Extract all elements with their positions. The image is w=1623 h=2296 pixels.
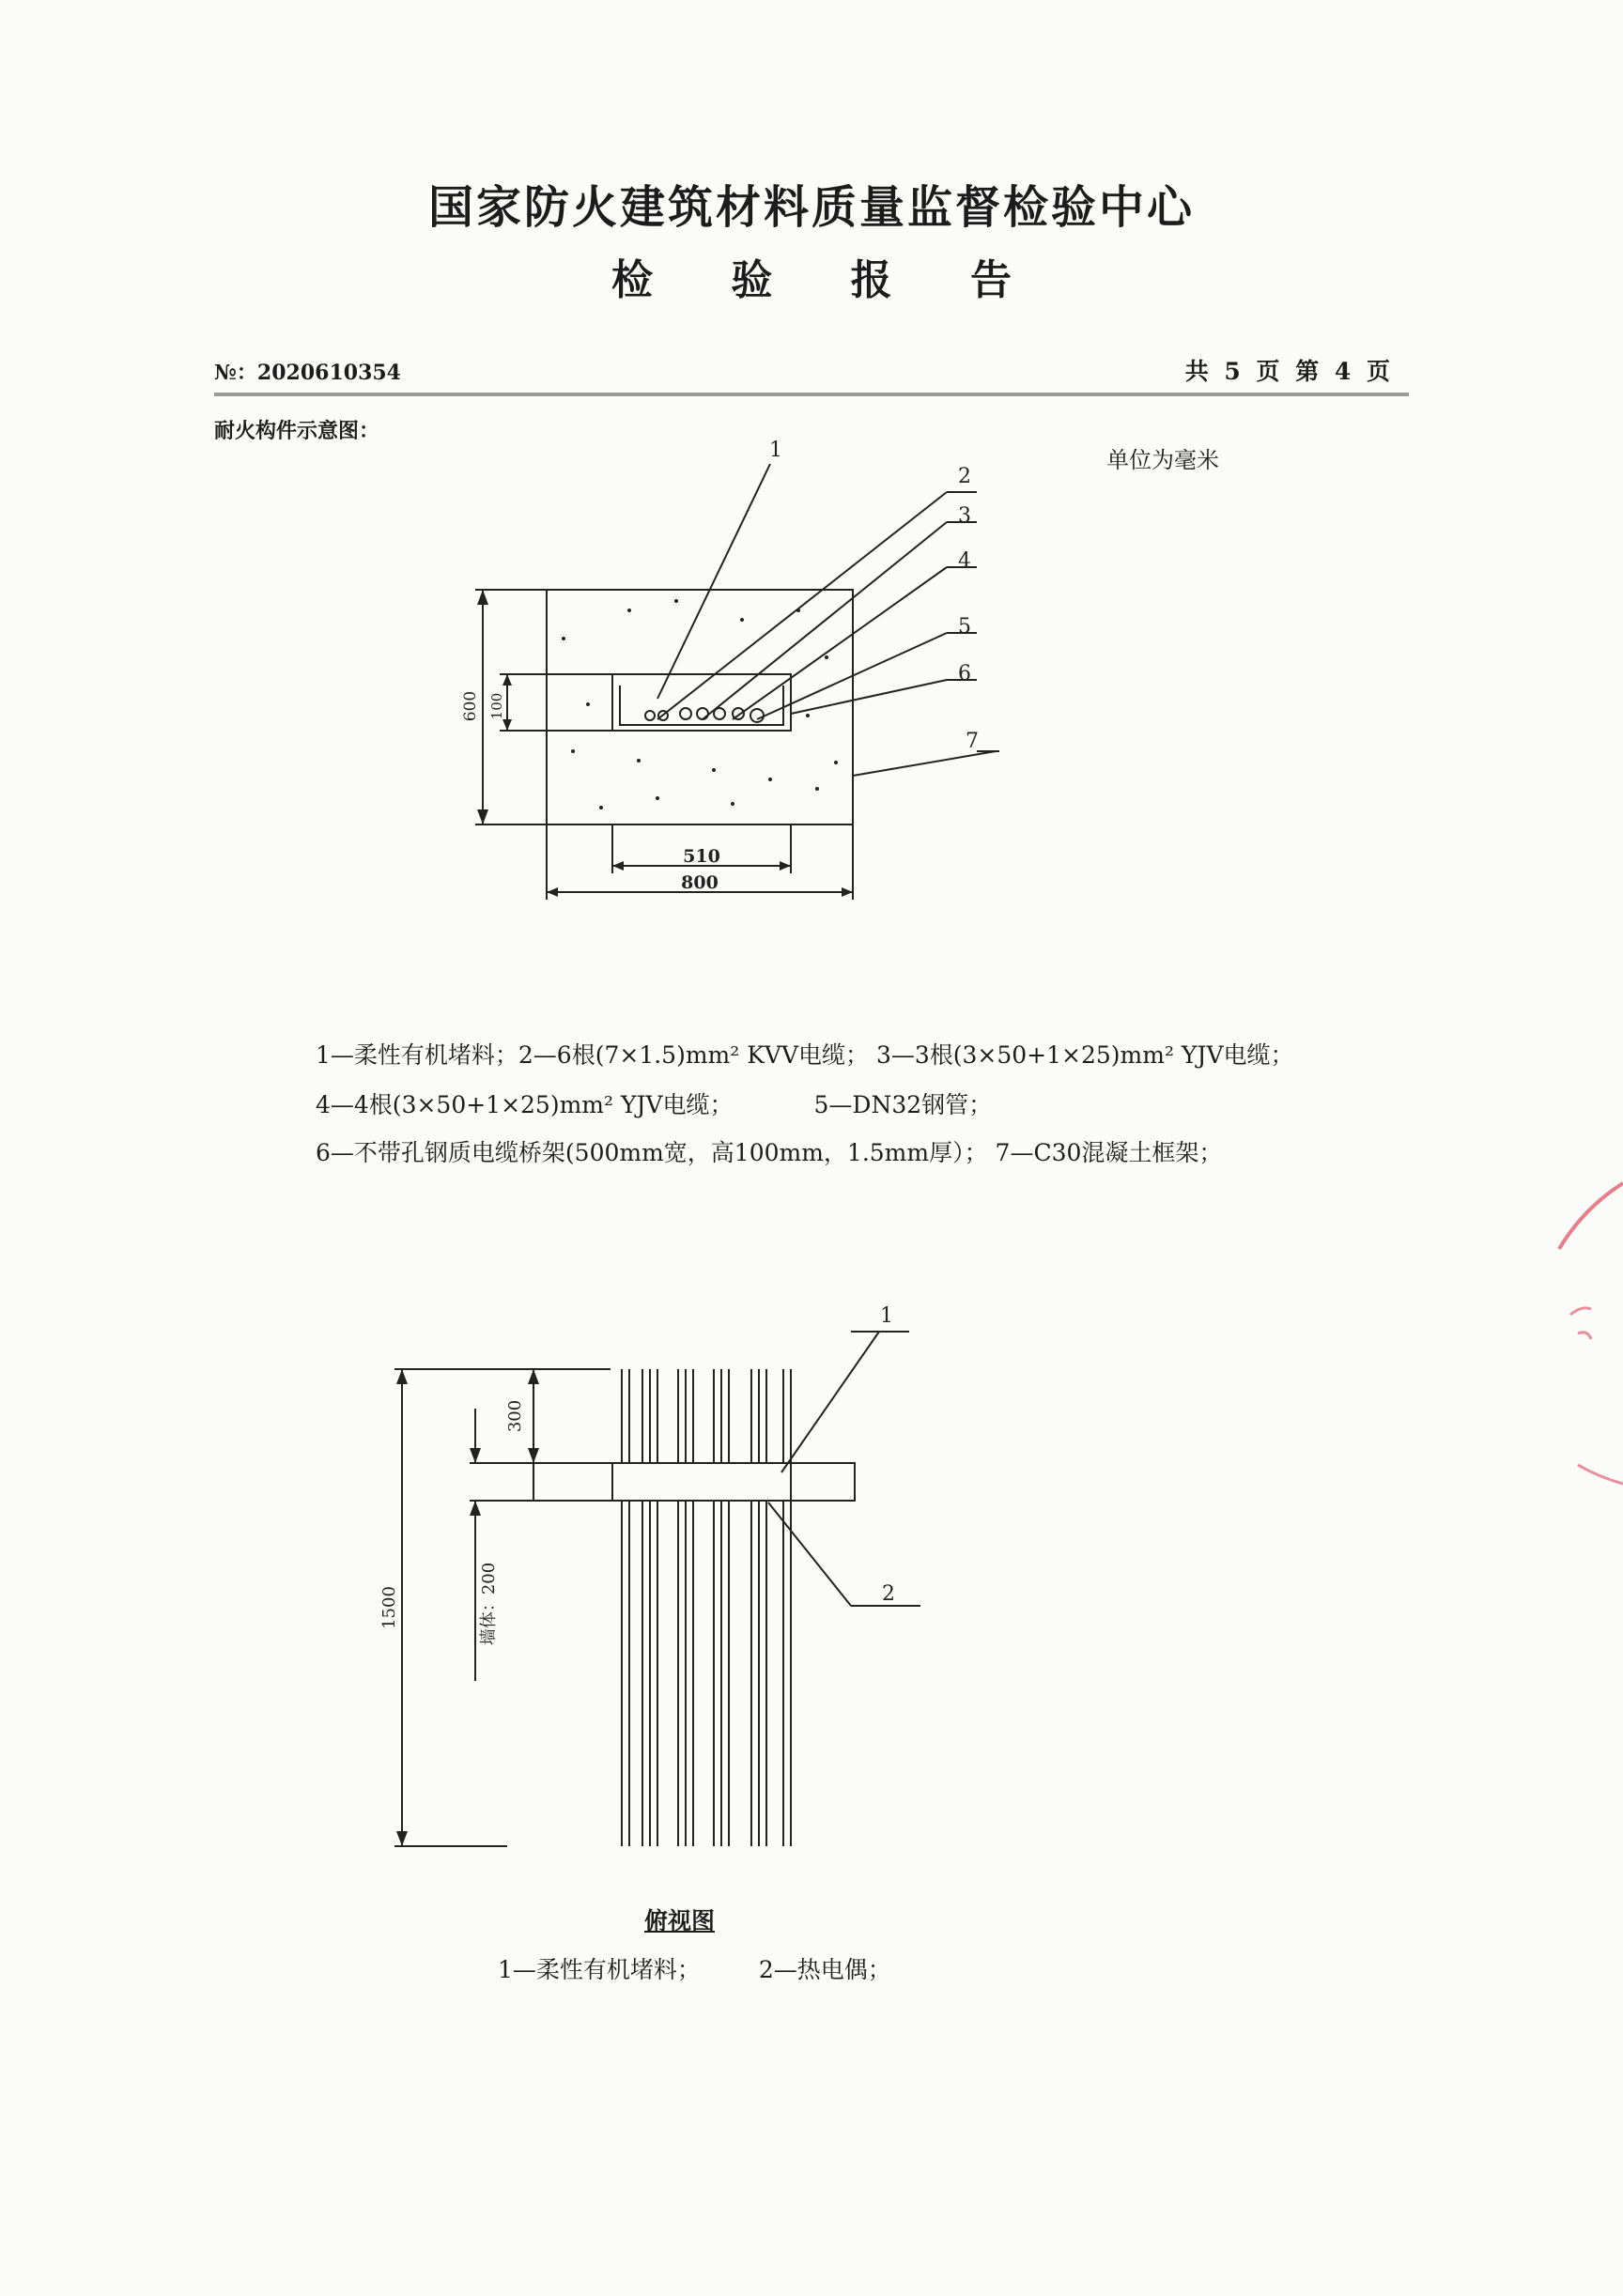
diagram-title: 耐火构件示意图： (214, 419, 380, 443)
top-view-legend (498, 1951, 891, 1985)
legend-line-3: 6—不带孔钢质电缆桥架(500mm宽，高100mm，1.5mm厚）； 7—C30混凝土框架； (316, 1139, 1223, 1166)
callout-2: 2 (958, 465, 971, 488)
callout-2: 2 (882, 1582, 895, 1606)
legend-line-1: 1—柔性有机堵料；2—6根(7×1.5)mm² KVV电缆； 3—3根(3×50+1×25)mm² YJV电缆； (316, 1041, 1294, 1069)
report-title: 检 验 报 告 (611, 256, 1043, 304)
legend-item-4: 4—4根(3×50+1×25)mm² YJV电缆； (316, 1091, 734, 1118)
dim-label-1500: 1500 (379, 1586, 399, 1629)
callout-1: 1 (769, 439, 782, 462)
org-title: 国家防火建筑材料质量监督检验中心 (427, 181, 1195, 234)
report-number: №：2020610354 (214, 361, 401, 385)
dim-label-wall: 墙体：200 (479, 1562, 499, 1646)
dim-label-510: 510 (683, 846, 720, 867)
callout-6: 6 (958, 662, 971, 686)
dim-label-300: 300 (505, 1399, 525, 1433)
callout-5: 5 (958, 615, 971, 639)
callout-3: 3 (958, 504, 971, 528)
unit-note: 单位为毫米 (1106, 447, 1219, 473)
dim-label-100: 100 (488, 692, 505, 720)
top-legend-item-1: 1—柔性有机堵料； (498, 1956, 701, 1983)
callout-4: 4 (958, 549, 971, 573)
official-seal (1540, 1164, 1623, 1502)
callout-7: 7 (966, 730, 979, 753)
top-view-caption: 俯视图 (644, 1907, 716, 1934)
legend-item-5: 5—DN32钢管； (813, 1091, 993, 1118)
page-indicator: 共 5 页 第 4 页 (1184, 358, 1394, 385)
callout-1: 1 (880, 1304, 893, 1328)
leader-2 (768, 1502, 851, 1606)
top-legend-item-2: 2—热电偶； (758, 1956, 891, 1983)
leader-1 (781, 1332, 879, 1472)
dim-label-800: 800 (681, 872, 719, 893)
wall (533, 1463, 855, 1501)
dim-label-600: 600 (461, 690, 480, 722)
